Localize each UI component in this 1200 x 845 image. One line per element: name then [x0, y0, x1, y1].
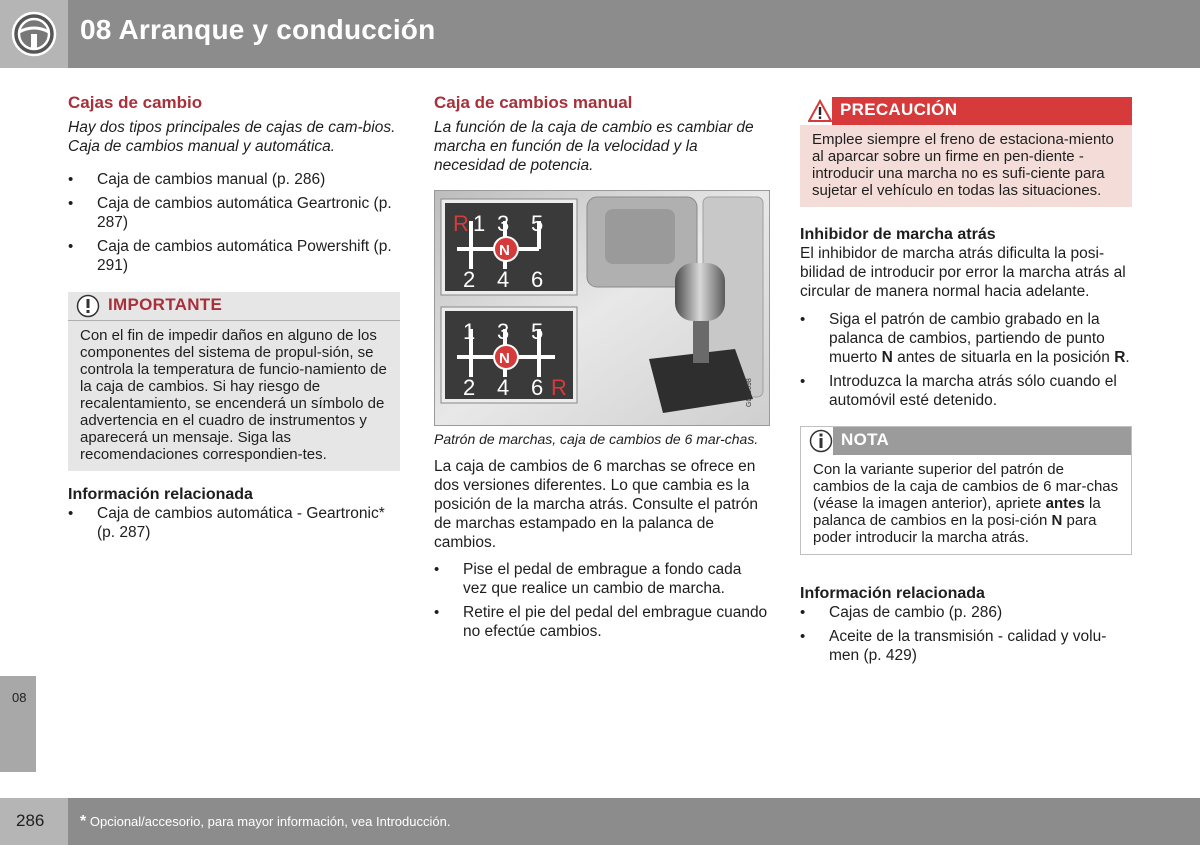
- section-intro: Hay dos tipos principales de cajas de cam-bios. Caja de cambios manual y automática.: [68, 119, 396, 155]
- inhibitor-heading: Inhibidor de marcha atrás: [800, 226, 996, 243]
- chapter-side-tab-label: 08: [12, 690, 27, 705]
- list-item: • Pise el pedal de embrague a fondo cada vez que realice un cambio de marcha.: [434, 560, 768, 598]
- gear-pattern-label: 3: [497, 319, 510, 344]
- related-list: [68, 504, 400, 542]
- section-intro: La función de la caja de cambio es cambiar de marcha en función de la velocidad y la necesidad de potencia.: [434, 119, 754, 174]
- clutch-list: [434, 560, 768, 641]
- related-heading: Información relacionada: [800, 585, 985, 602]
- gear-pattern-label: 5: [531, 319, 544, 344]
- gear-pattern-figure: [434, 190, 770, 426]
- list-item: • Introduzca la marcha atrás sólo cuando el automóvil esté detenido.: [800, 372, 1132, 410]
- gear-pattern-label: 3: [497, 211, 510, 236]
- list-item[interactable]: • Aceite de la transmisión - calidad y volu-men (p. 429): [800, 627, 1132, 665]
- page-footer: [0, 798, 1200, 845]
- gear-pattern-label: N: [499, 242, 510, 259]
- page-number-box: [0, 798, 68, 845]
- list-item[interactable]: • Caja de cambios manual (p. 286): [68, 170, 400, 189]
- related-heading: Información relacionada: [68, 486, 253, 503]
- section-heading: Cajas de cambio: [68, 93, 203, 112]
- caution-box-header: [800, 97, 1132, 125]
- gear-pattern-label: R: [453, 211, 469, 236]
- gear-pattern-label: 1: [463, 319, 476, 344]
- section-heading: Caja de cambios manual: [434, 93, 633, 112]
- gear-pattern-label: 2: [463, 267, 476, 292]
- column-1: [68, 93, 400, 547]
- list-item[interactable]: • Cajas de cambio (p. 286): [800, 603, 1132, 622]
- gear-pattern-label: 6: [531, 375, 544, 400]
- important-box-header: [68, 292, 400, 321]
- important-text: Con el fin de impedir daños en alguno de los componentes del sistema de propul-sión, se controla la temperatura de funcio-namiento de la caja de cambios. Si hay riesgo de recalentamiento, se encenderá un símbolo de advertencia en el cuadro de instrumentos y aparecerá un mensaje. Siga las recomendaciones correspondien-tes.: [80, 327, 387, 463]
- footnote: [80, 813, 450, 831]
- list-item[interactable]: • Caja de cambios automática Geartronic (p. 287): [68, 194, 400, 232]
- page-title: 08 Arranque y conducción: [80, 14, 436, 45]
- warning-triangle-icon: [808, 99, 832, 123]
- page-header: [0, 0, 1200, 68]
- list-item[interactable]: • Caja de cambios automática - Geartronic* (p. 287): [68, 504, 400, 542]
- body-text: La caja de cambios de 6 marchas se ofrece en dos versiones diferentes. Lo que cambia es la posición de la marcha atrás. Consulte el patrón de marchas estampado en la palanca de cambios.: [434, 458, 758, 551]
- gear-pattern-label: N: [499, 350, 510, 367]
- page-number: 286: [16, 811, 45, 830]
- gear-pattern-label: 4: [497, 267, 510, 292]
- figure-code: G049098: [746, 378, 753, 407]
- note-text: Con la variante superior del patrón de cambios de la caja de cambios de 6 mar-chas (véase la imagen anterior), apriete antes la palanca de cambios en la posi-ción N para poder introducir la marcha atrás.: [813, 461, 1119, 546]
- gear-pattern-label: R: [551, 375, 567, 400]
- column-2: [434, 93, 768, 646]
- footnote-marker: *: [80, 813, 87, 830]
- exclamation-icon: [76, 294, 100, 318]
- steering-wheel-icon: [10, 10, 58, 58]
- footnote-text: Opcional/accesorio, para mayor información, vea Introducción.: [89, 814, 451, 829]
- gear-pattern-illustration: [435, 191, 769, 425]
- info-icon: [809, 429, 833, 453]
- note-box: [800, 426, 1132, 555]
- gear-pattern-label: 1: [473, 211, 486, 236]
- chapter-side-tab: [0, 676, 36, 772]
- gear-pattern-label: 2: [463, 375, 476, 400]
- list-item[interactable]: • Caja de cambios automática Powershift (p. 291): [68, 237, 400, 275]
- list-item: • Retire el pie del pedal del embrague cuando no efectúe cambios.: [434, 603, 768, 641]
- note-title: NOTA: [841, 430, 890, 449]
- caution-text: Emplee siempre el freno de estaciona-miento al aparcar sobre un firme en pen-diente - introducir una marcha no es sufi-ciente para sujetar el vehículo en todas las situaciones.: [812, 131, 1114, 199]
- column-3: [800, 97, 1132, 670]
- note-box-header: [801, 427, 1131, 455]
- reverse-list: [800, 310, 1132, 410]
- important-title: IMPORTANTE: [108, 295, 223, 314]
- list-item: • Siga el patrón de cambio grabado en la palanca de cambios, partiendo de punto muerto N antes de situarla en la posición R.: [800, 310, 1132, 367]
- inhibitor-text: El inhibidor de marcha atrás dificulta la posi-bilidad de introducir por error la marcha atrás al circular de manera normal hacia adelante.: [800, 245, 1126, 300]
- gearbox-list: [68, 170, 400, 275]
- gear-pattern-label: 6: [531, 267, 544, 292]
- gear-pattern-label: 5: [531, 211, 544, 236]
- important-box: [68, 292, 400, 471]
- caution-title: PRECAUCIÓN: [840, 100, 958, 119]
- gear-pattern-label: 4: [497, 375, 510, 400]
- header-tab: [0, 0, 68, 68]
- caution-box: [800, 97, 1132, 207]
- figure-caption: Patrón de marchas, caja de cambios de 6 mar-chas.: [434, 431, 759, 447]
- related-list: [800, 603, 1132, 665]
